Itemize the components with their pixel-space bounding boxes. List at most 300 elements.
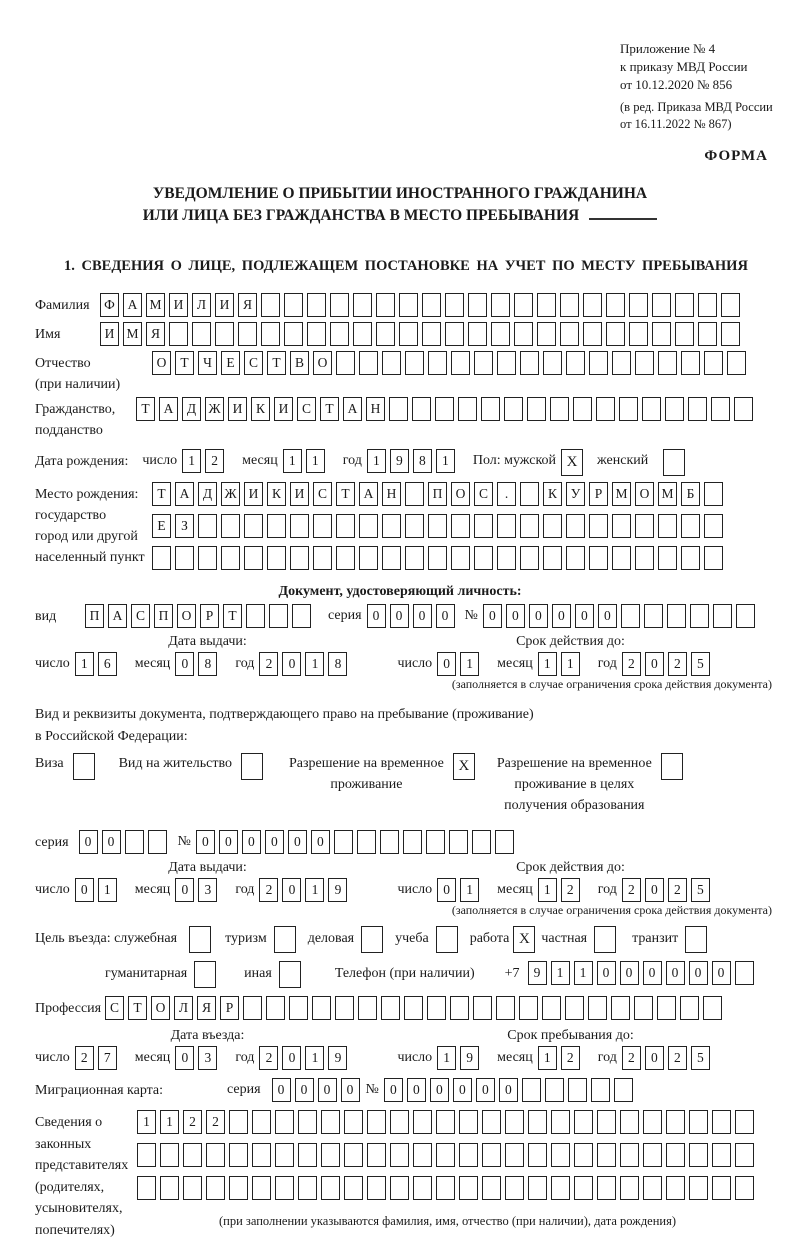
form-cell[interactable]: 0 <box>407 1078 426 1102</box>
form-cell[interactable] <box>643 1176 662 1200</box>
form-cell[interactable] <box>275 1110 294 1134</box>
form-cell[interactable]: 1 <box>98 878 117 902</box>
form-cell[interactable] <box>267 546 286 570</box>
form-cell[interactable]: О <box>313 351 332 375</box>
form-cell[interactable] <box>336 546 355 570</box>
form-cell[interactable]: 1 <box>460 878 479 902</box>
form-cell[interactable]: С <box>313 482 332 506</box>
form-cell[interactable] <box>491 293 510 317</box>
form-cell[interactable] <box>399 293 418 317</box>
form-cell[interactable]: Т <box>175 351 194 375</box>
form-cell[interactable] <box>681 546 700 570</box>
form-cell[interactable]: 0 <box>437 652 456 676</box>
form-cell[interactable]: 1 <box>367 449 386 473</box>
form-cell[interactable] <box>194 961 216 988</box>
form-cell[interactable] <box>606 293 625 317</box>
form-cell[interactable]: 0 <box>643 961 662 985</box>
form-cell[interactable] <box>229 1143 248 1167</box>
form-cell[interactable] <box>589 514 608 538</box>
form-cell[interactable]: А <box>175 482 194 506</box>
form-cell[interactable]: А <box>159 397 178 421</box>
form-cell[interactable] <box>597 1176 616 1200</box>
form-cell[interactable] <box>550 397 569 421</box>
form-cell[interactable]: 1 <box>551 961 570 985</box>
form-cell[interactable] <box>229 1110 248 1134</box>
form-cell[interactable] <box>359 351 378 375</box>
form-cell[interactable]: 2 <box>205 449 224 473</box>
form-cell[interactable] <box>289 996 308 1020</box>
form-cell[interactable] <box>635 514 654 538</box>
form-cell[interactable]: 9 <box>528 961 547 985</box>
form-cell[interactable]: 8 <box>198 652 217 676</box>
form-cell[interactable] <box>566 546 585 570</box>
form-cell[interactable]: 3 <box>198 878 217 902</box>
form-cell[interactable] <box>160 1143 179 1167</box>
form-cell[interactable]: 2 <box>668 1046 687 1070</box>
form-cell[interactable]: М <box>123 322 142 346</box>
form-cell[interactable] <box>192 322 211 346</box>
form-cell[interactable] <box>620 1143 639 1167</box>
form-cell[interactable]: О <box>451 482 470 506</box>
form-cell[interactable] <box>551 1110 570 1134</box>
form-cell[interactable] <box>635 351 654 375</box>
form-cell[interactable] <box>612 514 631 538</box>
form-cell[interactable]: А <box>123 293 142 317</box>
form-cell[interactable]: 0 <box>437 878 456 902</box>
form-cell[interactable] <box>198 514 217 538</box>
form-cell[interactable] <box>690 604 709 628</box>
form-cell[interactable] <box>413 1176 432 1200</box>
form-cell[interactable]: Т <box>320 397 339 421</box>
form-cell[interactable]: 0 <box>295 1078 314 1102</box>
form-cell[interactable]: 8 <box>328 652 347 676</box>
form-cell[interactable] <box>545 1078 564 1102</box>
form-cell[interactable] <box>551 1176 570 1200</box>
form-cell[interactable]: 2 <box>561 878 580 902</box>
form-cell[interactable]: К <box>267 482 286 506</box>
form-cell[interactable] <box>381 996 400 1020</box>
form-cell[interactable] <box>367 1143 386 1167</box>
form-cell[interactable]: М <box>146 293 165 317</box>
form-cell[interactable] <box>681 351 700 375</box>
form-cell[interactable]: П <box>428 482 447 506</box>
form-cell[interactable] <box>298 1176 317 1200</box>
form-cell[interactable]: 0 <box>645 1046 664 1070</box>
form-cell[interactable] <box>405 546 424 570</box>
form-cell[interactable]: Р <box>200 604 219 628</box>
form-cell[interactable]: 5 <box>691 652 710 676</box>
form-cell[interactable] <box>382 546 401 570</box>
form-cell[interactable] <box>495 830 514 854</box>
form-cell[interactable] <box>266 996 285 1020</box>
form-cell[interactable]: И <box>169 293 188 317</box>
form-cell[interactable]: 5 <box>691 878 710 902</box>
form-cell[interactable] <box>275 1143 294 1167</box>
form-cell[interactable] <box>560 322 579 346</box>
form-cell[interactable] <box>520 351 539 375</box>
form-cell[interactable] <box>689 1176 708 1200</box>
form-cell[interactable]: 0 <box>311 830 330 854</box>
form-cell[interactable] <box>353 293 372 317</box>
form-cell[interactable]: С <box>105 996 124 1020</box>
form-cell[interactable] <box>137 1176 156 1200</box>
form-cell[interactable] <box>367 1110 386 1134</box>
form-cell[interactable] <box>252 1176 271 1200</box>
form-cell[interactable] <box>284 322 303 346</box>
form-cell[interactable]: 1 <box>283 449 302 473</box>
form-cell[interactable]: Я <box>238 293 257 317</box>
form-cell[interactable] <box>344 1143 363 1167</box>
form-cell[interactable] <box>537 322 556 346</box>
form-cell[interactable]: Р <box>589 482 608 506</box>
form-cell[interactable] <box>591 1078 610 1102</box>
form-cell[interactable] <box>73 753 95 780</box>
form-cell[interactable] <box>657 996 676 1020</box>
form-cell[interactable]: Т <box>128 996 147 1020</box>
form-cell[interactable]: Ф <box>100 293 119 317</box>
form-cell[interactable] <box>390 1176 409 1200</box>
form-cell[interactable] <box>246 604 265 628</box>
form-cell[interactable]: . <box>497 482 516 506</box>
form-cell[interactable] <box>589 351 608 375</box>
form-cell[interactable] <box>704 351 723 375</box>
form-cell[interactable]: 0 <box>645 652 664 676</box>
form-cell[interactable] <box>634 996 653 1020</box>
form-cell[interactable] <box>252 1143 271 1167</box>
form-cell[interactable] <box>560 293 579 317</box>
form-cell[interactable]: С <box>297 397 316 421</box>
form-cell[interactable]: Л <box>174 996 193 1020</box>
form-cell[interactable] <box>344 1110 363 1134</box>
form-cell[interactable] <box>594 926 616 953</box>
form-cell[interactable] <box>125 830 144 854</box>
form-cell[interactable] <box>520 546 539 570</box>
form-cell[interactable] <box>473 996 492 1020</box>
form-cell[interactable]: 0 <box>476 1078 495 1102</box>
form-cell[interactable] <box>597 1143 616 1167</box>
form-cell[interactable] <box>238 322 257 346</box>
form-cell[interactable] <box>665 397 684 421</box>
form-cell[interactable] <box>405 514 424 538</box>
form-cell[interactable] <box>148 830 167 854</box>
form-cell[interactable] <box>137 1143 156 1167</box>
form-cell[interactable]: 0 <box>282 1046 301 1070</box>
form-cell[interactable] <box>450 996 469 1020</box>
form-cell[interactable] <box>357 830 376 854</box>
form-cell[interactable]: А <box>359 482 378 506</box>
form-cell[interactable] <box>279 961 301 988</box>
form-cell[interactable] <box>712 1143 731 1167</box>
form-cell[interactable] <box>727 351 746 375</box>
form-cell[interactable] <box>520 482 539 506</box>
form-cell[interactable] <box>175 546 194 570</box>
form-cell[interactable]: 2 <box>75 1046 94 1070</box>
form-cell[interactable] <box>335 996 354 1020</box>
form-cell[interactable] <box>275 1176 294 1200</box>
form-cell[interactable] <box>482 1143 501 1167</box>
form-cell[interactable] <box>382 514 401 538</box>
form-cell[interactable] <box>399 322 418 346</box>
form-cell[interactable]: Е <box>221 351 240 375</box>
form-cell[interactable] <box>505 1176 524 1200</box>
form-cell[interactable]: 0 <box>430 1078 449 1102</box>
form-cell[interactable] <box>619 397 638 421</box>
form-cell[interactable] <box>353 322 372 346</box>
form-cell[interactable] <box>313 514 332 538</box>
form-cell[interactable]: О <box>177 604 196 628</box>
form-cell[interactable] <box>451 546 470 570</box>
form-cell[interactable]: С <box>131 604 150 628</box>
form-cell[interactable]: У <box>566 482 585 506</box>
form-cell[interactable] <box>482 1110 501 1134</box>
form-cell[interactable]: 0 <box>712 961 731 985</box>
form-cell[interactable] <box>449 830 468 854</box>
form-cell[interactable] <box>680 996 699 1020</box>
form-cell[interactable] <box>390 1110 409 1134</box>
form-cell[interactable]: И <box>290 482 309 506</box>
form-cell[interactable] <box>712 1176 731 1200</box>
form-cell[interactable]: 1 <box>305 1046 324 1070</box>
form-cell[interactable]: 9 <box>390 449 409 473</box>
form-cell[interactable]: 2 <box>259 652 278 676</box>
form-cell[interactable] <box>307 322 326 346</box>
form-cell[interactable] <box>359 514 378 538</box>
form-cell[interactable] <box>241 753 263 780</box>
form-cell[interactable] <box>445 293 464 317</box>
form-cell[interactable] <box>528 1110 547 1134</box>
form-cell[interactable] <box>688 397 707 421</box>
form-cell[interactable] <box>426 830 445 854</box>
form-cell[interactable] <box>422 322 441 346</box>
form-cell[interactable] <box>611 996 630 1020</box>
form-cell[interactable] <box>221 546 240 570</box>
form-cell[interactable] <box>667 604 686 628</box>
form-cell[interactable]: 1 <box>306 449 325 473</box>
form-cell[interactable]: 2 <box>183 1110 202 1134</box>
form-cell[interactable] <box>565 996 584 1020</box>
form-cell[interactable]: Т <box>223 604 242 628</box>
form-cell[interactable] <box>284 293 303 317</box>
form-cell[interactable] <box>666 1176 685 1200</box>
form-cell[interactable] <box>620 1176 639 1200</box>
form-cell[interactable] <box>361 926 383 953</box>
form-cell[interactable] <box>261 293 280 317</box>
form-cell[interactable]: К <box>543 482 562 506</box>
form-cell[interactable] <box>481 397 500 421</box>
form-cell[interactable] <box>427 996 446 1020</box>
form-cell[interactable]: X <box>453 753 475 780</box>
form-cell[interactable]: Ж <box>221 482 240 506</box>
form-cell[interactable]: Т <box>267 351 286 375</box>
form-cell[interactable]: 0 <box>219 830 238 854</box>
form-cell[interactable]: 0 <box>318 1078 337 1102</box>
form-cell[interactable]: 1 <box>305 878 324 902</box>
form-cell[interactable]: С <box>244 351 263 375</box>
form-cell[interactable]: 0 <box>620 961 639 985</box>
form-cell[interactable]: 1 <box>305 652 324 676</box>
form-cell[interactable] <box>698 322 717 346</box>
form-cell[interactable]: 0 <box>598 604 617 628</box>
form-cell[interactable] <box>267 514 286 538</box>
form-cell[interactable] <box>721 293 740 317</box>
form-cell[interactable] <box>568 1078 587 1102</box>
form-cell[interactable] <box>704 482 723 506</box>
form-cell[interactable] <box>359 546 378 570</box>
form-cell[interactable]: 1 <box>538 878 557 902</box>
form-cell[interactable] <box>390 1143 409 1167</box>
form-cell[interactable] <box>505 1110 524 1134</box>
form-cell[interactable] <box>573 397 592 421</box>
form-cell[interactable] <box>491 322 510 346</box>
form-cell[interactable]: 0 <box>175 1046 194 1070</box>
form-cell[interactable] <box>497 351 516 375</box>
form-cell[interactable] <box>543 514 562 538</box>
form-cell[interactable] <box>292 604 311 628</box>
form-cell[interactable] <box>307 293 326 317</box>
form-cell[interactable]: 1 <box>460 652 479 676</box>
form-cell[interactable] <box>597 1110 616 1134</box>
form-cell[interactable] <box>380 830 399 854</box>
form-cell[interactable]: Ж <box>205 397 224 421</box>
form-cell[interactable] <box>721 322 740 346</box>
form-cell[interactable] <box>183 1176 202 1200</box>
form-cell[interactable] <box>468 293 487 317</box>
form-cell[interactable] <box>261 322 280 346</box>
form-cell[interactable]: 1 <box>160 1110 179 1134</box>
form-cell[interactable] <box>206 1176 225 1200</box>
form-cell[interactable] <box>522 1078 541 1102</box>
form-cell[interactable] <box>451 514 470 538</box>
form-cell[interactable] <box>620 1110 639 1134</box>
form-cell[interactable] <box>436 1110 455 1134</box>
form-cell[interactable] <box>459 1143 478 1167</box>
form-cell[interactable] <box>658 546 677 570</box>
form-cell[interactable]: 0 <box>282 652 301 676</box>
form-cell[interactable] <box>574 1176 593 1200</box>
form-cell[interactable] <box>588 996 607 1020</box>
form-cell[interactable]: З <box>175 514 194 538</box>
form-cell[interactable] <box>312 996 331 1020</box>
form-cell[interactable]: 0 <box>367 604 386 628</box>
form-cell[interactable] <box>621 604 640 628</box>
form-cell[interactable] <box>606 322 625 346</box>
form-cell[interactable]: 0 <box>552 604 571 628</box>
form-cell[interactable] <box>685 926 707 953</box>
form-cell[interactable] <box>734 397 753 421</box>
form-cell[interactable] <box>652 293 671 317</box>
form-cell[interactable]: 0 <box>506 604 525 628</box>
form-cell[interactable] <box>658 514 677 538</box>
form-cell[interactable] <box>321 1110 340 1134</box>
form-cell[interactable] <box>704 514 723 538</box>
form-cell[interactable] <box>666 1110 685 1134</box>
form-cell[interactable]: 0 <box>666 961 685 985</box>
form-cell[interactable]: О <box>152 351 171 375</box>
form-cell[interactable]: А <box>343 397 362 421</box>
form-cell[interactable] <box>644 604 663 628</box>
form-cell[interactable] <box>445 322 464 346</box>
form-cell[interactable]: Д <box>182 397 201 421</box>
form-cell[interactable] <box>698 293 717 317</box>
form-cell[interactable]: И <box>215 293 234 317</box>
form-cell[interactable] <box>436 1143 455 1167</box>
form-cell[interactable] <box>243 996 262 1020</box>
form-cell[interactable]: Т <box>152 482 171 506</box>
form-cell[interactable] <box>244 514 263 538</box>
form-cell[interactable]: Л <box>192 293 211 317</box>
form-cell[interactable]: Т <box>136 397 155 421</box>
form-cell[interactable] <box>496 996 515 1020</box>
form-cell[interactable]: 0 <box>499 1078 518 1102</box>
form-cell[interactable] <box>169 322 188 346</box>
form-cell[interactable] <box>551 1143 570 1167</box>
form-cell[interactable]: Н <box>366 397 385 421</box>
form-cell[interactable] <box>574 1110 593 1134</box>
form-cell[interactable]: 0 <box>75 878 94 902</box>
form-cell[interactable]: Д <box>198 482 217 506</box>
form-cell[interactable] <box>612 546 631 570</box>
form-cell[interactable] <box>514 293 533 317</box>
form-cell[interactable] <box>206 1143 225 1167</box>
form-cell[interactable]: 0 <box>413 604 432 628</box>
form-cell[interactable] <box>413 1143 432 1167</box>
form-cell[interactable]: 2 <box>622 878 641 902</box>
form-cell[interactable] <box>215 322 234 346</box>
form-cell[interactable] <box>528 1143 547 1167</box>
form-cell[interactable] <box>514 322 533 346</box>
form-cell[interactable]: 0 <box>272 1078 291 1102</box>
form-cell[interactable]: 1 <box>561 652 580 676</box>
form-cell[interactable]: Н <box>382 482 401 506</box>
form-cell[interactable] <box>183 1143 202 1167</box>
form-cell[interactable]: 1 <box>436 449 455 473</box>
form-cell[interactable]: X <box>513 926 535 953</box>
form-cell[interactable] <box>382 351 401 375</box>
form-cell[interactable]: Т <box>336 482 355 506</box>
form-cell[interactable]: 0 <box>242 830 261 854</box>
form-cell[interactable] <box>229 1176 248 1200</box>
form-cell[interactable]: 1 <box>75 652 94 676</box>
form-cell[interactable] <box>643 1143 662 1167</box>
form-cell[interactable] <box>629 293 648 317</box>
form-cell[interactable]: И <box>244 482 263 506</box>
form-cell[interactable] <box>244 546 263 570</box>
form-cell[interactable] <box>435 397 454 421</box>
form-cell[interactable]: К <box>251 397 270 421</box>
form-cell[interactable] <box>436 1176 455 1200</box>
form-cell[interactable]: 0 <box>288 830 307 854</box>
form-cell[interactable] <box>367 1176 386 1200</box>
form-cell[interactable] <box>290 546 309 570</box>
form-cell[interactable] <box>661 753 683 780</box>
form-cell[interactable] <box>482 1176 501 1200</box>
form-cell[interactable] <box>520 514 539 538</box>
form-cell[interactable] <box>474 514 493 538</box>
form-cell[interactable] <box>152 546 171 570</box>
form-cell[interactable]: 0 <box>575 604 594 628</box>
form-cell[interactable] <box>652 322 671 346</box>
form-cell[interactable]: 0 <box>79 830 98 854</box>
form-cell[interactable] <box>583 293 602 317</box>
form-cell[interactable] <box>712 1110 731 1134</box>
form-cell[interactable] <box>330 293 349 317</box>
form-cell[interactable] <box>527 397 546 421</box>
form-cell[interactable] <box>472 830 491 854</box>
form-cell[interactable]: X <box>561 449 583 476</box>
form-cell[interactable] <box>497 546 516 570</box>
form-cell[interactable]: 6 <box>98 652 117 676</box>
form-cell[interactable] <box>336 514 355 538</box>
